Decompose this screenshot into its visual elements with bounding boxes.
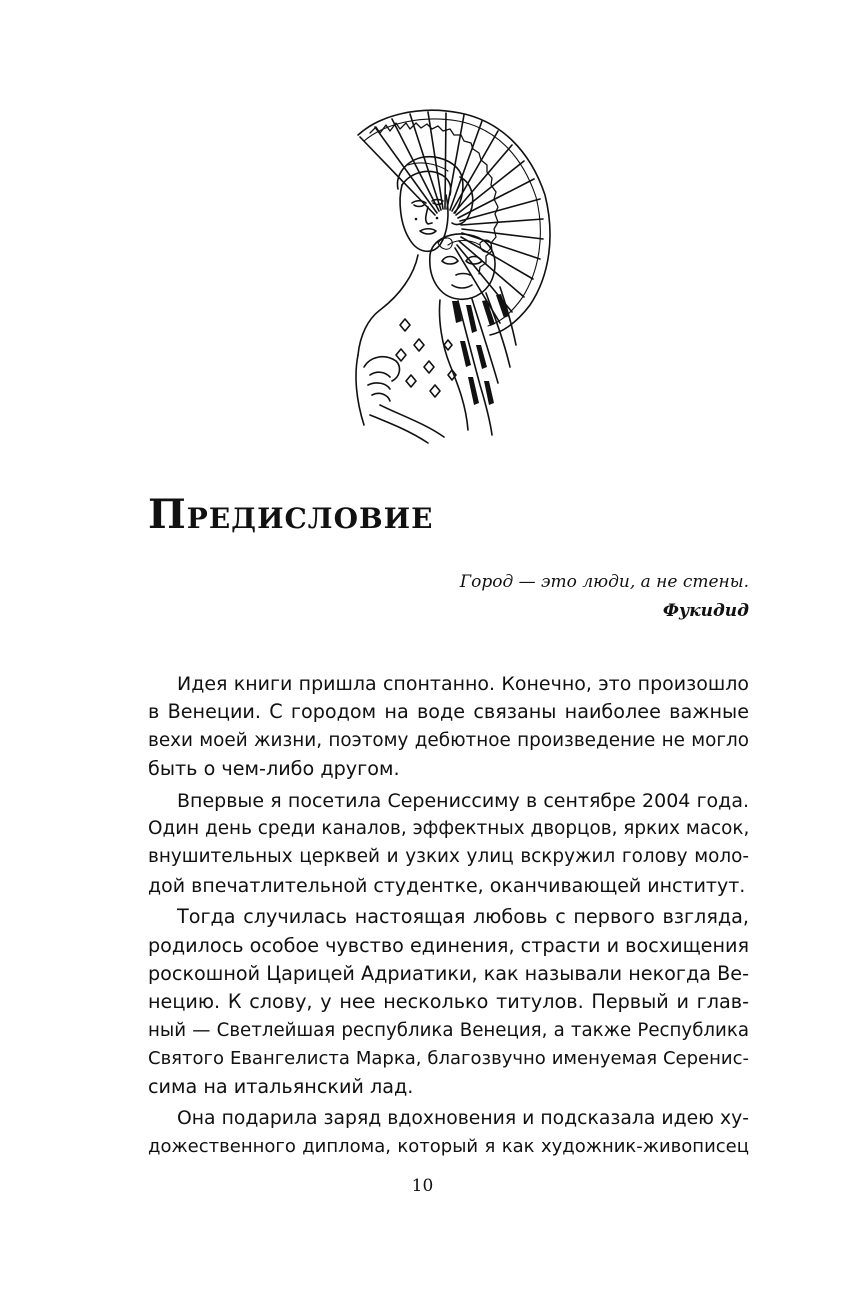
text-line: Тогда случилась настоящая любовь с первого взгляда, (177, 905, 749, 929)
text-line: внушительных церквей и узких улиц вскружил голову моло- (148, 846, 749, 868)
text-line: роскошной Царицей Адриатики, как называли некогда Ве- (148, 961, 750, 985)
text-line: сима на итальянский лад. (148, 1075, 414, 1099)
body-text (148, 670, 749, 1162)
text-line: Один день среди каналов, эффектных дворцов, ярких масок, (148, 817, 750, 839)
text-line: нецию. К слову, у нее несколько титулов. Первый и глав- (148, 990, 749, 1014)
epigraph-author: Фукидид (662, 601, 749, 621)
text-line: родилось особое чувство единения, страсти и восхищения (148, 933, 750, 957)
text-line: Она подарила заряд вдохновения и подсказала идею ху- (177, 1107, 749, 1129)
paragraph (148, 903, 749, 1102)
text-line: вехи моей жизни, поэтому дебютное произведение не могло (148, 729, 749, 751)
text-line: дожественного диплома, который я как художник-живописец (148, 1136, 749, 1158)
venetian-lady-illustration (340, 105, 565, 445)
text-line: Впервые я посетила Серениссиму в сентябре 2004 года. (177, 789, 749, 812)
text-line: в Венеции. С городом на воде связаны наиболее важные (148, 700, 749, 724)
page-number: 10 (411, 1176, 434, 1196)
text-line: Святого Евангелиста Марка, благозвучно именуемая Серенис- (148, 1048, 749, 1070)
text-line: ный — Светлейшая республика Венеция, а также Республика (148, 1019, 749, 1041)
paragraph (148, 670, 749, 784)
epigraph (460, 568, 749, 626)
text-line: дой впечатлительной студентке, оканчивающей институт. (148, 874, 746, 897)
text-line: Идея книги пришла спонтанно. Конечно, это произошло (177, 673, 749, 695)
text-line: быть о чем-либо другом. (148, 757, 400, 781)
epigraph-quote: Город — это люди, а не стены. (459, 572, 749, 592)
paragraph (148, 1105, 749, 1162)
chapter-title: Предисловие (148, 491, 434, 538)
paragraph (148, 787, 749, 901)
